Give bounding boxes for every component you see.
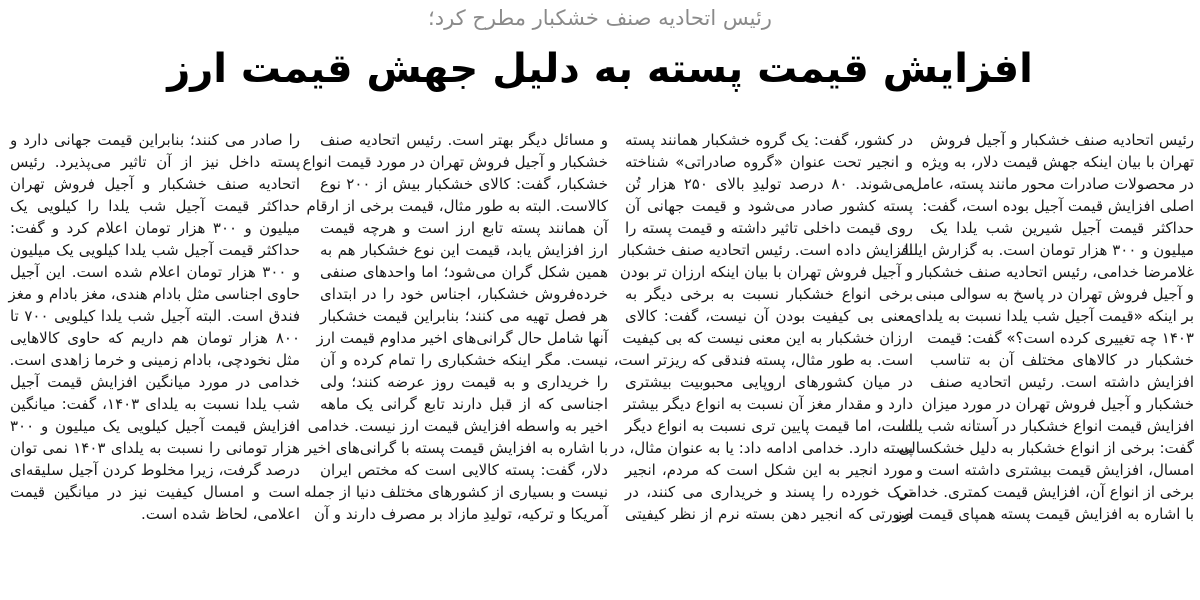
article-text-line: دلار، گفت: پسته کالایی است که مختص ایران <box>320 461 608 479</box>
article-text-line: میلیون و ۳۰۰ هزار تومان اعلام کرد و گفت: <box>10 219 300 237</box>
article-text-line: افزایش قیمت آجیل کیلویی یک میلیون و ۳۰۰ <box>10 417 300 435</box>
article-text-line: را خریداری و به قیمت روز عرضه کنند؛ ولی <box>320 373 608 391</box>
article-text-line: و انجیر تحت عنوان «گروه صادراتی» شناخته <box>625 153 913 171</box>
article-text-line: خشکبار در کالاهای مختلف آن به تناسب <box>930 351 1194 369</box>
article-text-line: را صادر می کنند؛ بنابراین قیمت جهانی دارد و <box>10 131 300 149</box>
article-text-line: آمریکا و ترکیه، تولیدِ مازاد بر مصرف دارند و آن <box>313 505 608 523</box>
article-headline: افزایش قیمت پسته به دلیل جهش قیمت ارز <box>167 46 1033 92</box>
article-text-line: افزایش داشته است. رئیس اتحادیه صنف <box>930 373 1194 391</box>
article-text-line: دارد و مقدار مغز آن نسبت به انواع دیگر بیشتر <box>623 395 913 413</box>
article-text-line: ۱۴۰۳ چه تغییری کرده است؟» گفت: قیمت <box>927 329 1194 347</box>
article-text-line: و ۳۰۰ هزار تومان اعلام شده است. این آجیل <box>10 263 301 281</box>
article-text-line: اصلی افزایش قیمت آجیل بوده است، گفت: <box>922 197 1194 215</box>
article-text-line: افزایش قیمت انواع خشکبار در آستانه شب یلدا، <box>896 417 1194 435</box>
article-text-line: و آجیل فروش تهران با بیان اینکه ارزان تر بودن <box>619 263 913 281</box>
article-text-line: خرده‌فروش خشکبار، اجناس خود را در ابتدای <box>320 285 608 303</box>
article-text-line: میلیون و ۳۰۰ هزار تومان است. به گزارش ایلنا، <box>899 241 1194 259</box>
article-text-line: و مسائل دیگر بهتر است. رئیس اتحادیه صنف <box>320 131 608 149</box>
article-text-line: می‌شوند. ۸۰ درصد تولیدِ بالای ۲۵۰ هزار تُن <box>625 175 913 193</box>
article-text-line: مورد انجیر به این شکل است که مردم، انجیر <box>625 461 913 479</box>
article-text-line: پسته داخل نیز از آن تاثیر می‌پذیرد. رئیس <box>10 153 300 171</box>
article-text-line: روی قیمت داخلی تاثیر داشته و قیمت پسته را <box>625 219 913 237</box>
article-text-line: آنها شامل حال گرانی‌های اخیر مداوم قیمت ارز <box>316 329 608 347</box>
article-text-line: خشکبار و آجیل فروش تهران در مورد میزان <box>921 395 1194 413</box>
article-text-line: ارز افزایش یابد، قیمت این نوع خشکبار هم به <box>320 241 608 259</box>
article-text-line: آن همانند پسته تابع ارز است و هرچه قیمت <box>320 219 608 237</box>
article-text-line: پسته کشور صادر می‌شود و قیمت جهانی آن <box>625 197 913 215</box>
article-text-line: و آجیل فروش تهران در پاسخ به سوالی مبنی <box>915 285 1194 303</box>
article-text-line: حداکثر قیمت آجیل شیرین شب یلدا یک <box>930 219 1194 237</box>
article-text-line: خشکبار، گفت: کالای خشکبار بیش از ۲۰۰ نوع <box>320 175 608 193</box>
article-text-line: گفت: برخی از انواع خشکبار به دلیل خشکسالی <box>898 439 1194 457</box>
article-text-line: در کشور، گفت: یک گروه خشکبار همانند پسته <box>625 131 913 149</box>
article-text-line: حداکثر قیمت آجیل شب یلدا را کیلویی یک <box>10 197 300 215</box>
article-text-line: ۸۰۰ هزار تومان هم داریم که حاوی کالاهایی <box>10 329 300 347</box>
article-text-line: معنی بی کیفیت بودن آن نیست، گفت: کالای <box>625 307 913 325</box>
article-text-line: کالاست. البته به طور مثال، قیمت برخی از ارقام <box>306 197 608 215</box>
article-text-line: غلامرضا خدامی، رئیس اتحادیه صنف خشکبار <box>916 263 1194 281</box>
article-text-line: است، اما قیمت پایین تری نسبت به انواع دیگر <box>625 417 913 435</box>
article-text-line: افزایش داده است. رئیس اتحادیه صنف خشکبار <box>619 241 913 259</box>
article-text-line: در محصولات صادرات محور مانند پسته، عامل <box>911 175 1194 193</box>
article-text-line: ارزان خشکبار به این معنی نیست که بی کیفیت <box>622 329 913 347</box>
article-text-line: هزار تومانی را نسبت به یلدای ۱۴۰۳ نمی توان <box>10 439 300 457</box>
article-text-line: است. به طور مثال، پسته فندقی که ریزتر است، <box>613 351 913 369</box>
article-text-line: پسته دارد. خدامی ادامه داد: یا به عنوان مثال، در <box>610 439 913 457</box>
article-text-line: برخی انواع خشکبار نسبت به برخی دیگر به <box>625 285 913 303</box>
article-text-line: تهران با بیان اینکه جهش قیمت دلار، به ویژه <box>921 153 1194 171</box>
article-text-line: نیست. مگر اینکه خشکباری را تمام کرده و آن <box>320 351 608 369</box>
article-text-line: همین شکل گران می‌شود؛ اما واحدهای صنفی <box>320 263 608 281</box>
article-text-line: حاوی اجناسی مثل بادام هندی، مغز بادام و مغز <box>8 285 300 303</box>
article-text-line: در میان کشورهای اروپایی محبوبیت بیشتری <box>625 373 913 391</box>
article-text-line: ترک خورده را پسند و خریداری می کنند، در <box>625 483 913 501</box>
article-text-line: اجناسی که از قبل دارند تابع گرانی یک ماهه <box>320 395 608 413</box>
article-text-line: هر فصل تهیه می کنند؛ بنابراین قیمت خشکبار <box>320 307 608 325</box>
article-text-line: با اشاره به افزایش قیمت پسته همپای قیمت ارز <box>895 505 1194 523</box>
article-text-line: شب یلدا نسبت به یلدای ۱۴۰۳، گفت: میانگین <box>10 395 300 413</box>
article-text-line: حداکثر قیمت آجیل شب یلدا کیلویی یک میلیون <box>10 241 300 259</box>
article-text-line: خشکبار و آجیل فروش تهران در مورد قیمت انواع <box>302 153 608 171</box>
article-text-line: فندق است. البته آجیل شب یلدا کیلویی ۷۰۰ تا <box>10 307 301 325</box>
article-text-line: برخی از انواع آن، افزایش قیمت کمتری. خدامی <box>896 483 1194 501</box>
article-column-2 <box>610 129 913 525</box>
article-column-1 <box>895 129 1194 525</box>
article-text-line: مثل نخودچی، بادام زمینی و خرما زاهدی است. <box>9 351 300 369</box>
article-kicker: رئیس اتحادیه صنف خشکبار مطرح کرد؛ <box>428 6 772 30</box>
article-column-4 <box>10 129 300 525</box>
article-text-line: اعلامی، لحاظ شده است. <box>141 505 300 523</box>
article-text-line: اتحادیه صنف خشکبار و آجیل فروش تهران <box>10 175 300 193</box>
article-text-line: بر اینکه «قیمت آجیل شب یلدا نسبت به یلدای <box>910 307 1194 325</box>
article-text-line: است و امسال کیفیت نیز در میانگین قیمت <box>10 483 300 501</box>
article-text-line: نیست و بسیاری از کشورهای مختلف دنیا از جمله <box>303 483 608 501</box>
article-text-line: امسال، افزایش قیمت بیشتری داشته است و <box>916 461 1194 479</box>
article-text-line: خدامی در مورد میانگین افزایش قیمت آجیل <box>10 373 300 391</box>
article-text-line: صورتی که انجیر دهن بسته نرم از نظر کیفیتی <box>625 505 913 523</box>
article-column-3 <box>302 129 608 525</box>
article-text-line: با اشاره به افزایش قیمت پسته با گرانی‌های اخیر <box>304 439 608 457</box>
article-text-line: رئیس اتحادیه صنف خشکبار و آجیل فروش <box>930 131 1194 149</box>
article-text-line: اخیر به واسطه افزایش قیمت ارز نیست. خدامی <box>307 417 608 435</box>
article-text-line: درصد گرفت، زیرا مخلوط کردن آجیل سلیقه‌ای <box>10 461 300 479</box>
